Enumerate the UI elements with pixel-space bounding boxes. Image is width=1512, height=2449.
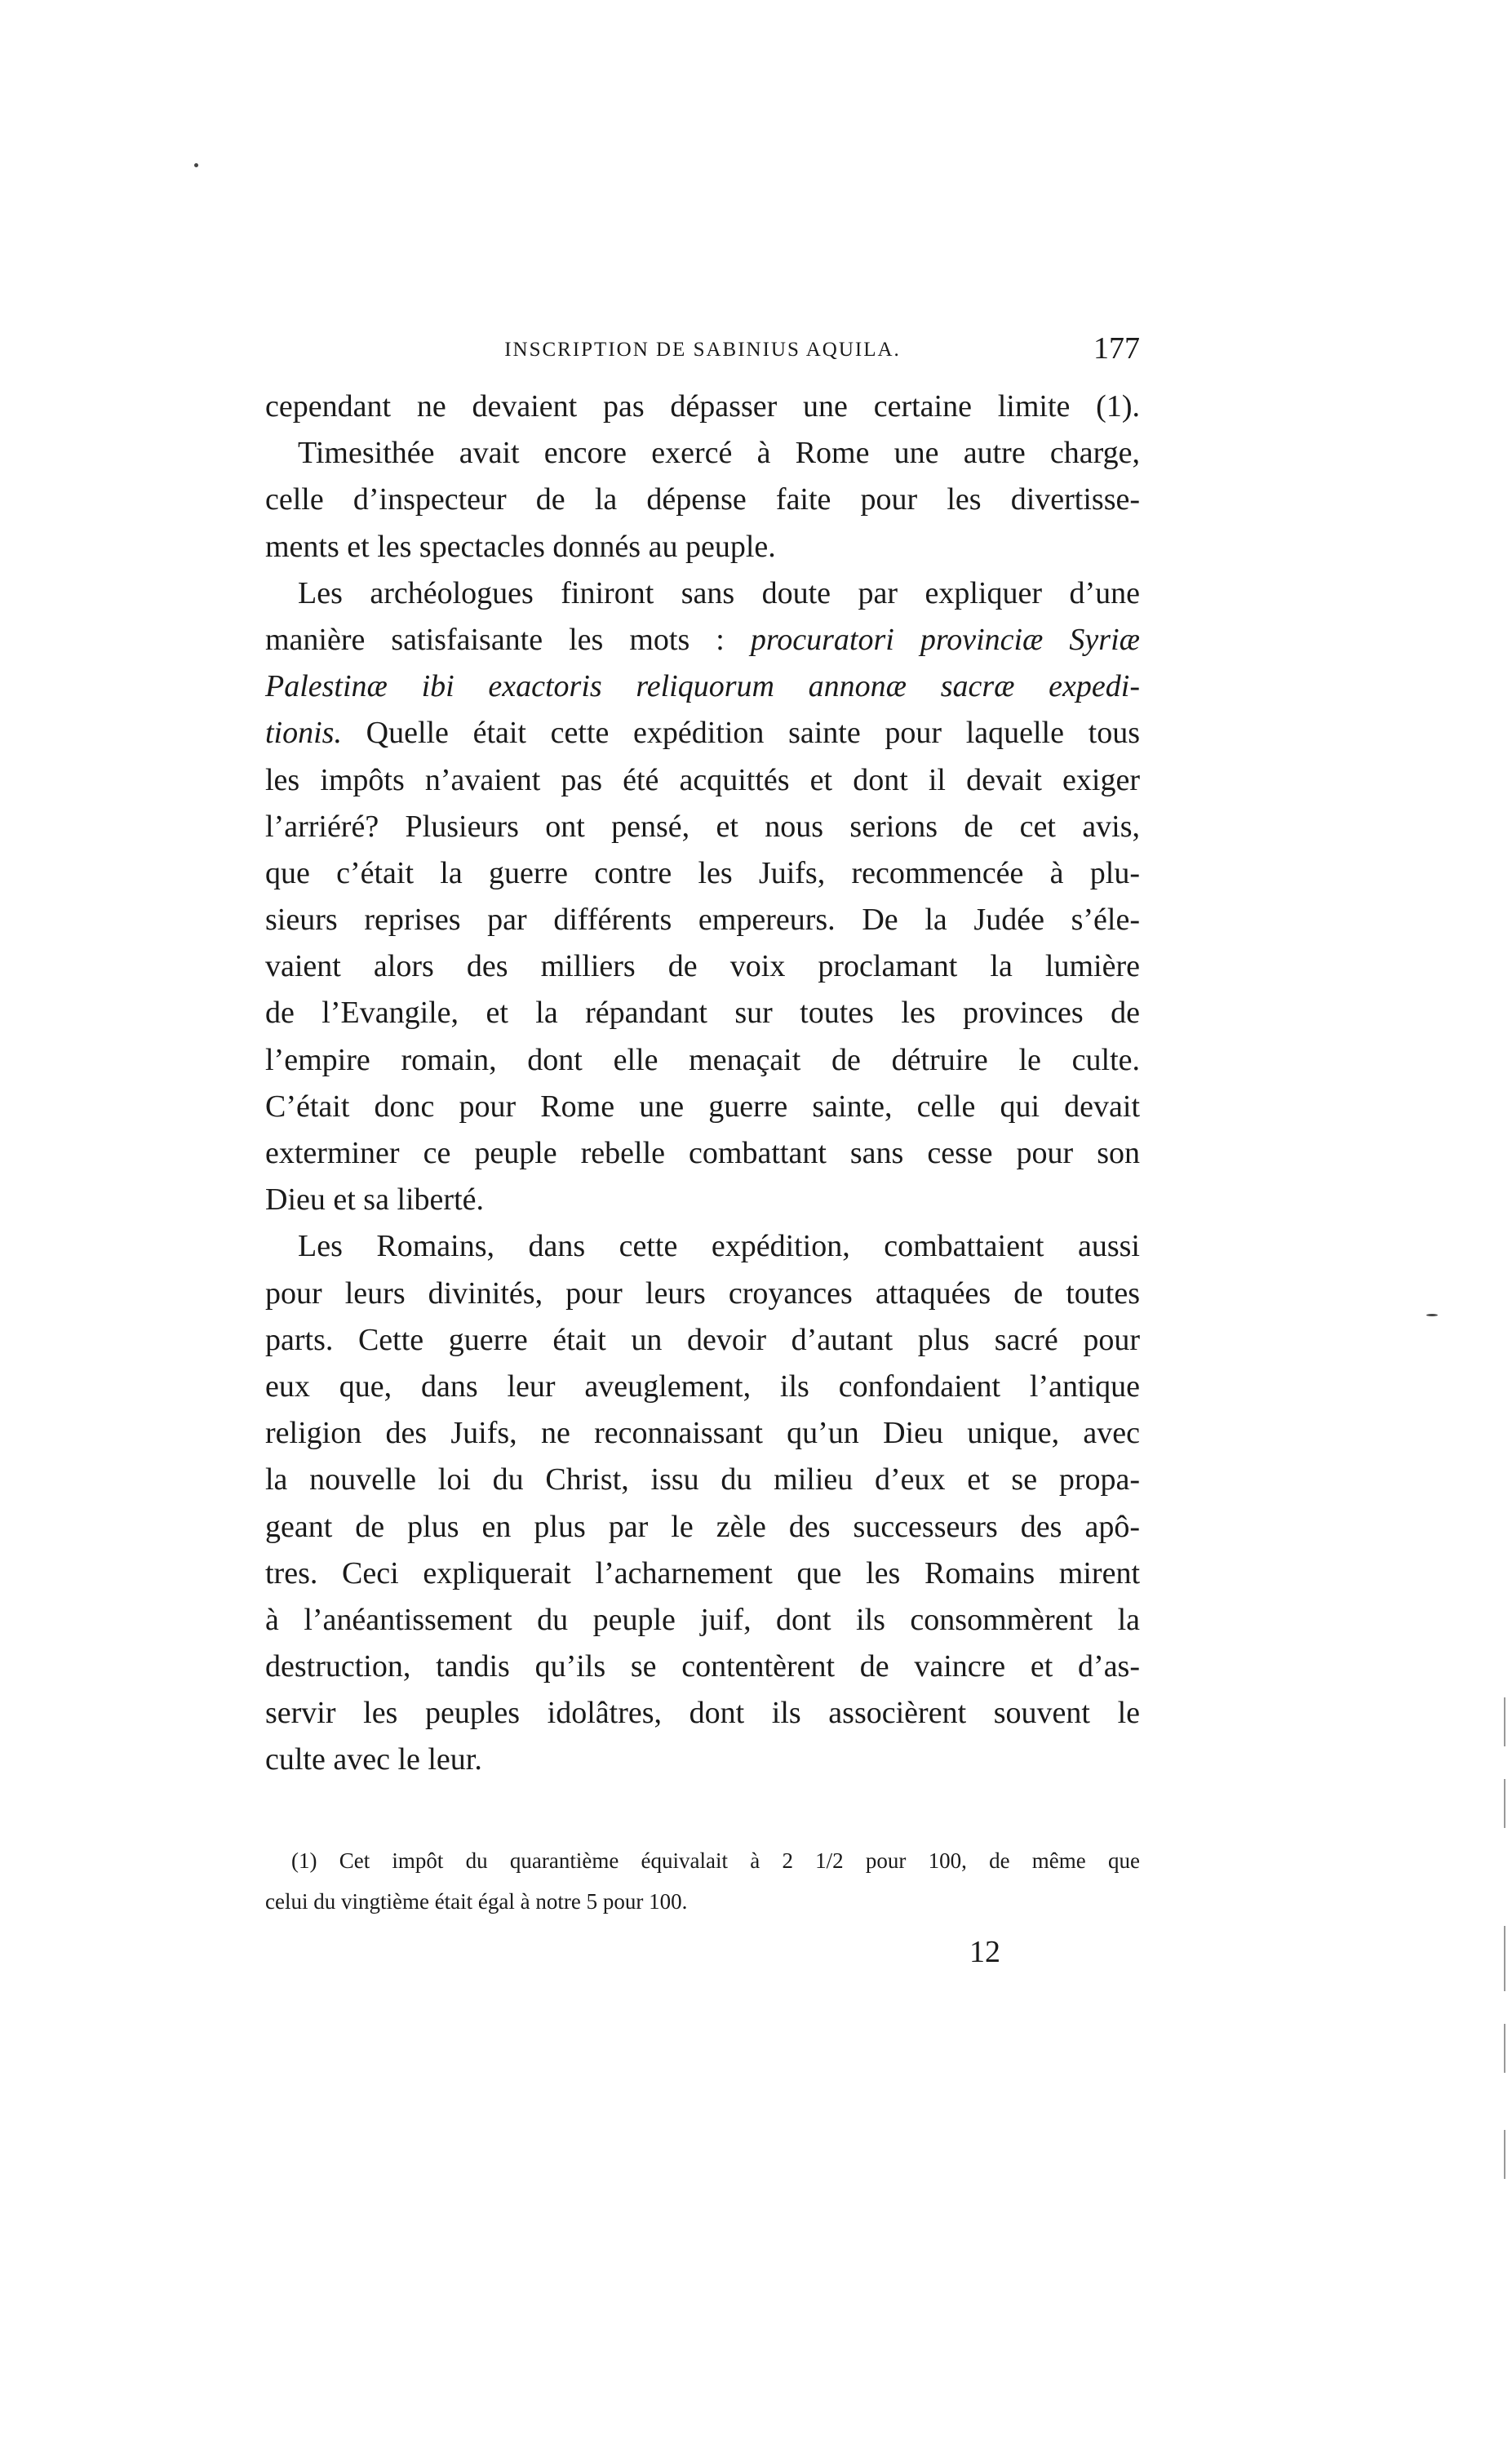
text-line: cependant ne devaient pas dépasser une certaine limite (1).	[265, 389, 1140, 424]
text-line: les impôts n’avaient pas été acquittés et dont il devait exiger	[265, 762, 1140, 797]
text-line: Timesithée avait encore exercé à Rome une autre charge,	[298, 436, 1140, 471]
text-span: Quelle était cette expédition sainte pour laquelle tous	[341, 716, 1140, 751]
footnote-line: celui du vingtième était égal à notre 5 pour 100.	[265, 1889, 688, 1914]
scan-edge-mark	[1504, 2130, 1505, 2179]
text-line: de l’Evangile, et la répandant sur toutes les provinces de	[265, 996, 1140, 1031]
text-line: Les archéologues finiront sans doute par expliquer d’une	[298, 575, 1140, 610]
scan-speck	[194, 163, 198, 167]
text-line: l’empire romain, dont elle menaçait de détruire le culte.	[265, 1042, 1140, 1077]
text-line: Les Romains, dans cette expédition, combattaient aussi	[298, 1229, 1140, 1264]
text-line: Dieu et sa liberté.	[265, 1182, 485, 1218]
scan-edge-mark	[1504, 1697, 1505, 1746]
text-line: exterminer ce peuple rebelle combattant sans cesse pour son	[265, 1136, 1140, 1170]
latin-quote: procuratori provinciæ Syriæ	[750, 622, 1140, 657]
text-line: eux que, dans leur aveuglement, ils confondaient l’antique	[265, 1369, 1140, 1404]
scan-edge-mark	[1504, 1779, 1505, 1828]
text-line: ments et les spectacles donnés au peuple.	[265, 529, 776, 564]
running-header	[265, 331, 1140, 366]
text-line: la nouvelle loi du Christ, issu du milieu d’eux et se propa-	[265, 1462, 1140, 1497]
text-line: C’était donc pour Rome une guerre sainte, celle qui devait	[265, 1089, 1140, 1124]
text-line: sieurs reprises par différents empereurs. De la Judée s’éle-	[265, 903, 1140, 938]
footnote-line: (1) Cet impôt du quarantième équivalait à 2 1/2 pour 100, de même que	[291, 1848, 1140, 1873]
text-line	[265, 663, 1140, 710]
text-line: que c’était la guerre contre les Juifs, recommencée à plu-	[265, 855, 1140, 890]
text-line: culte avec le leur.	[265, 1742, 482, 1777]
running-title: INSCRIPTION DE SABINIUS AQUILA.	[504, 339, 901, 361]
page-number: 177	[1093, 331, 1140, 366]
footnote	[265, 1840, 1140, 1922]
latin-quote: Palestinæ ibi exactoris reliquorum annonæ sacræ expedi-	[265, 669, 1140, 704]
text-line: destruction, tandis qu’ils se contentèrent de vaincre et d’as-	[265, 1649, 1140, 1684]
text-line: tres. Ceci expliquerait l’acharnement que les Romains mirent	[265, 1555, 1140, 1591]
text-line: parts. Cette guerre était un devoir d’autant plus sacré pour	[265, 1322, 1140, 1357]
signature-mark: 12	[969, 1935, 1000, 1969]
text-line	[265, 710, 1140, 756]
text-line: vaient alors des milliers de voix proclamant la lumière	[265, 949, 1140, 984]
latin-quote: tionis.	[265, 716, 342, 751]
text-line: religion des Juifs, ne reconnaissant qu’un Dieu unique, avec	[265, 1416, 1140, 1451]
text-line	[265, 617, 1140, 663]
text-span: manière satisfaisante les mots :	[265, 622, 751, 657]
scan-edge-mark	[1504, 1926, 1505, 1991]
text-line: celle d’inspecteur de la dépense faite pour les divertisse-	[265, 482, 1140, 517]
text-line: l’arriéré? Plusieurs ont pensé, et nous serions de cet avis,	[265, 809, 1140, 844]
body-text	[265, 384, 1140, 1784]
scan-edge-mark	[1504, 2024, 1505, 2073]
text-line: à l’anéantissement du peuple juif, dont ils consommèrent la	[265, 1602, 1140, 1637]
scan-speck	[1426, 1314, 1438, 1316]
text-line: geant de plus en plus par le zèle des successeurs des apô-	[265, 1509, 1140, 1544]
text-line: servir les peuples idolâtres, dont ils associèrent souvent le	[265, 1696, 1140, 1731]
text-line: pour leurs divinités, pour leurs croyances attaquées de toutes	[265, 1276, 1140, 1311]
